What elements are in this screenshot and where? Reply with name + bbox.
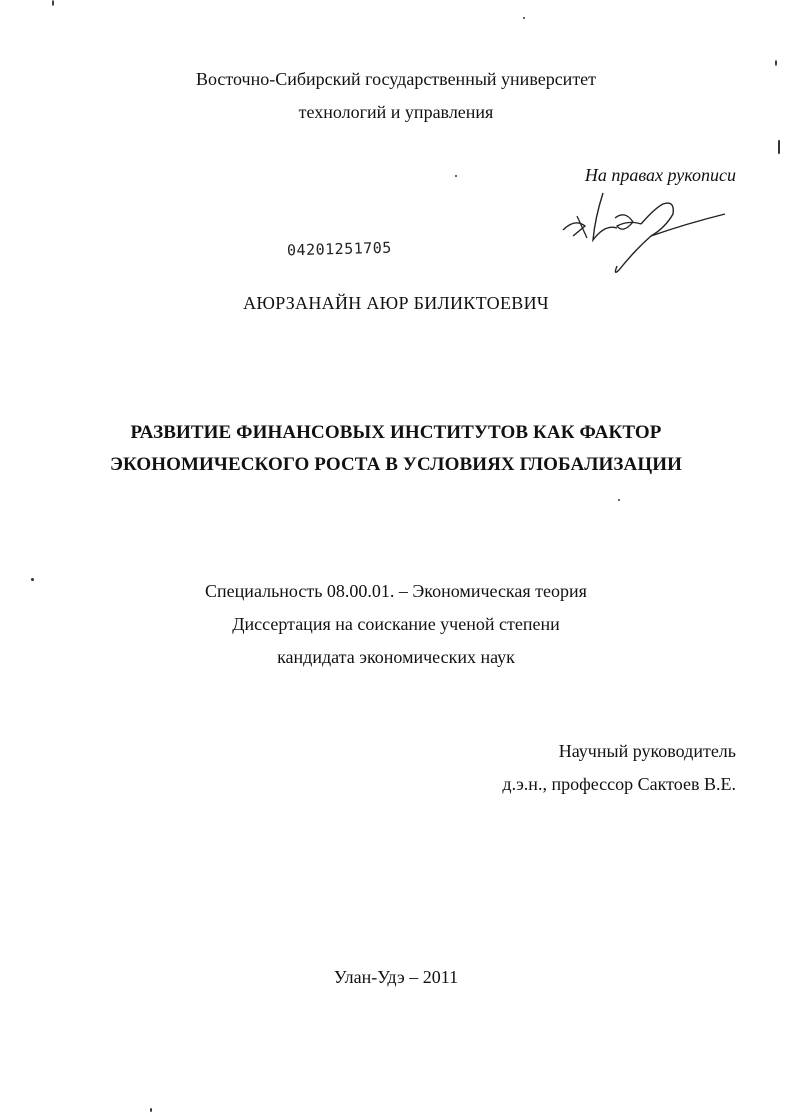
university-name-line2: технологий и управления (298, 102, 494, 122)
dissertation-title-line1: РАЗВИТИЕ ФИНАНСОВЫХ ИНСТИТУТОВ КАК ФАКТОР (130, 422, 662, 443)
scan-speck (52, 0, 54, 6)
university-name-line1: Восточно-Сибирский государственный университет (195, 69, 597, 89)
scan-speck (523, 17, 525, 19)
scan-speck (778, 140, 780, 154)
author-signature (555, 188, 730, 278)
scan-speck (31, 578, 34, 581)
supervisor-name: д.э.н., профессор Сактоев В.Е. (502, 774, 736, 794)
scan-speck (150, 1108, 152, 1112)
manuscript-note: На правах рукописи (584, 165, 736, 185)
specialty-line: Специальность 08.00.01. – Экономическая теория (205, 581, 587, 601)
supervisor-label: Научный руководитель (558, 741, 736, 761)
degree-line: Диссертация на соискание ученой степени (232, 614, 560, 634)
author-name: АЮРЗАНАЙН АЮР БИЛИКТОЕВИЧ (243, 293, 549, 313)
archive-number-stamp: 04201251705 (286, 238, 393, 260)
degree-field-line: кандидата экономических наук (277, 647, 515, 667)
scan-speck (775, 60, 777, 66)
scan-speck (455, 175, 457, 177)
scan-speck (618, 499, 620, 501)
dissertation-title-line2: ЭКОНОМИЧЕСКОГО РОСТА В УСЛОВИЯХ ГЛОБАЛИЗАЦИИ (109, 454, 683, 475)
city-year: Улан-Удэ – 2011 (333, 967, 459, 987)
